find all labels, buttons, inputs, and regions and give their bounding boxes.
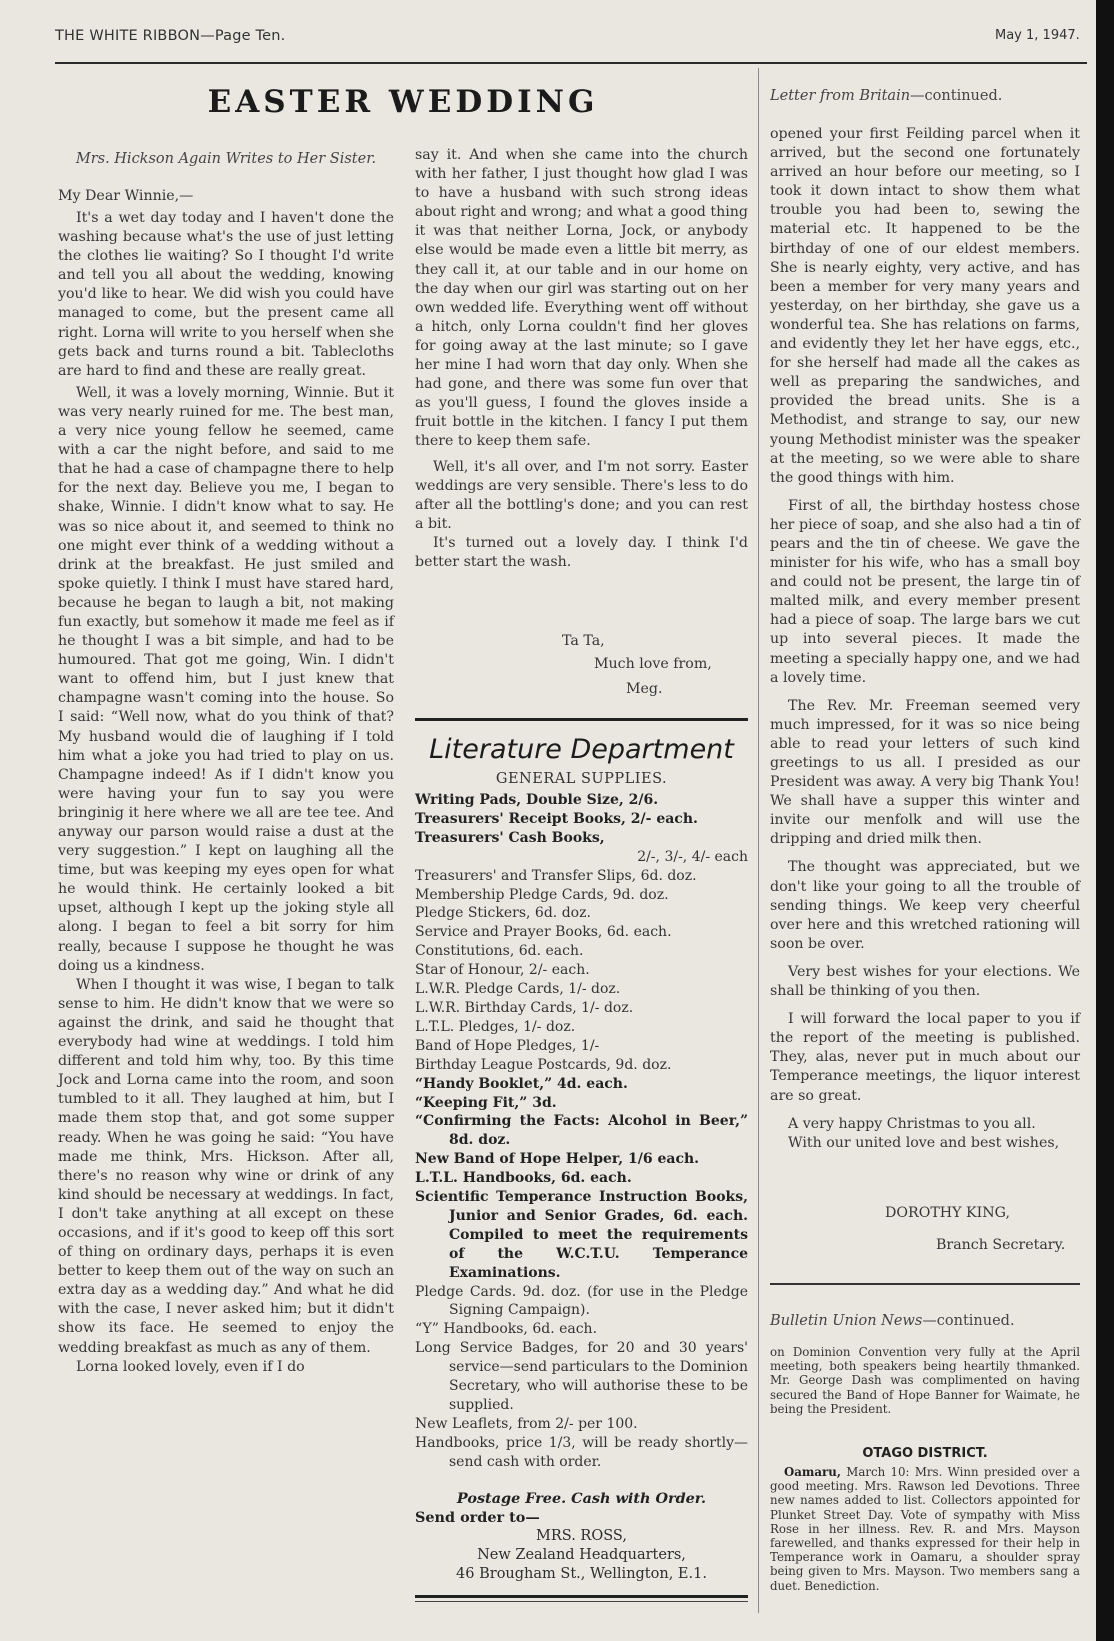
letter-signature: DOROTHY KING, <box>885 1205 1010 1221</box>
supply-item: Handbooks, price 1/3, will be ready shortly—send cash with order. <box>415 1434 748 1470</box>
article-subtitle: Mrs. Hickson Again Writes to Her Sister. <box>75 151 377 167</box>
article-paragraph: It's turned out a lovely day. I think I'd better start the wash. <box>415 534 748 570</box>
letter-continued-heading: Letter from Britain—continued. <box>770 88 1003 104</box>
section-rule <box>415 718 748 721</box>
district-paragraph <box>770 1465 1080 1593</box>
supply-item: Constitutions, 6d. each. <box>415 943 584 960</box>
letter-paragraph: A very happy Christmas to you all. <box>788 1115 1036 1132</box>
supply-item: 2/-, 3/-, 4/- each <box>637 848 748 865</box>
literature-title: Literature Department <box>429 734 734 765</box>
order-address <box>415 1527 748 1585</box>
supply-item: Treasurers' and Transfer Slips, 6d. doz. <box>415 867 697 884</box>
salutation: My Dear Winnie,— <box>58 188 194 204</box>
article-paragraph: Well, it's all over, and I'm not sorry. Easter weddings are very sensible. There's less to do after all the bottling's done; and you can rest a bit. <box>415 458 748 532</box>
bulletin-paragraph: on Dominion Convention very fully at the April meeting, both speakers being heartily thmanked. Mr. George Dash was complimented on having secured the Band of Hope Banner for Waimate, he being the President. <box>770 1345 1080 1416</box>
section-rule <box>770 1283 1080 1285</box>
supply-item: Pledge Cards. 9d. doz. (for use in the Pledge Signing Campaign). <box>415 1283 748 1319</box>
header-rule <box>55 62 1087 64</box>
letter-paragraph: opened your first Feilding parcel when it arrived, but the second one fortunately arrived an hour before our meeting, so I took it down intact to show them what trouble you had been to, sewing the material etc. It happened to be the birthday of one of our eldest members. She is nearly eighty, very active, and has been a member for very many years and yesterday, on her birthday, she gave us a wonderful tea. She has relations on farms, and evidently they let her have eggs, etc., for she herself had made all the cakes as well as preparing the sandwiches, and provided the bread units. She is a Methodist, and strange to say, our new young Methodist minister was the speaker at the meeting, so we were able to share the good things with him. <box>770 126 1080 486</box>
address-line: New Zealand Headquarters, <box>477 1547 686 1564</box>
supplies-list <box>415 791 748 1472</box>
supply-item: New Band of Hope Helper, 1/6 each. <box>415 1151 700 1168</box>
closing-name: Meg. <box>626 681 663 697</box>
closing-love: Much love from, <box>594 656 712 672</box>
closing-ta-ta: Ta Ta, <box>562 633 605 649</box>
literature-subtitle: GENERAL SUPPLIES. <box>495 771 668 787</box>
bulletin-continued-heading: Bulletin Union News—continued. <box>770 1313 1015 1329</box>
letter-paragraph: The thought was appreciated, but we don't like your going to all the trouble of sending things. We keep very cheerful over here and this wretched rationing will soon be over. <box>770 859 1080 952</box>
supply-item: Service and Prayer Books, 6d. each. <box>415 924 672 941</box>
article-paragraph: Well, it was a lovely morning, Winnie. But it was very nearly ruined for me. The best man, a very nice young fellow he seemed, came with a car the night before, and said to me that he had a case of champagne there to help for the next day. Believe you me, I began to shake, Winnie. I didn't know what to say. He was so nice about it, and seemed to think no one might ever think of a wedding without a drink at the breakfast. He just smiled and spoke quietly. I think I must have stared hard, because he began to laugh a bit, not making fun exactly, but somehow it made me feel as if he thought I was a bit simple, and had to be humoured. That got me going, Win. I didn't want to offend him, but I just knew that champagne wasn't coming into the house. So I said: “Well now, what do you think of that? My husband would die of laughing if I told him what a joke you had tried to play on us. Champagne indeed! As if I didn't know you were having your fun to say you were bringinig it here where we all are tee tee. And anyway our parson would raise a dust at the very suggestion.” I kept on laughing all the time, but was keeping my eyes open for what he would think. He certainly looked a bit upset, although I kept up the joking style all along. I began to feel a bit sorry for him really, because I suppose he thought he was doing us a kindness. <box>58 384 394 974</box>
letter-paragraph: With our united love and best wishes, <box>788 1134 1060 1151</box>
supply-item: “Keeping Fit,” 3d. <box>415 1094 557 1111</box>
send-order-label: Send order to— <box>415 1509 540 1526</box>
district-report <box>770 1465 1080 1593</box>
supply-item: Long Service Badges, for 20 and 30 years' service—send particulars to the Dominion Secretary, who will authorise these to be supplied. <box>415 1340 748 1413</box>
supply-item: New Leaflets, from 2/- per 100. <box>415 1415 638 1432</box>
article-column-1 <box>58 209 394 1377</box>
supply-item: “Handy Booklet,” 4d. each. <box>415 1075 628 1092</box>
postage-note: Postage Free. Cash with Order. <box>456 1490 707 1507</box>
letter-signature-title: Branch Secretary. <box>936 1237 1066 1253</box>
supply-item: Pledge Stickers, 6d. doz. <box>415 905 591 922</box>
supply-item: Band of Hope Pledges, 1/- <box>415 1037 600 1054</box>
supply-item: L.W.R. Pledge Cards, 1/- doz. <box>415 981 621 998</box>
supply-item: L.T.L. Handbooks, 6d. each. <box>415 1170 632 1187</box>
supply-item: “Y” Handbooks, 6d. each. <box>415 1321 598 1338</box>
address-line: MRS. ROSS, <box>536 1528 627 1544</box>
running-header: THE WHITE RIBBON—Page Ten. <box>55 28 286 44</box>
supply-item: Star of Honour, 2/- each. <box>415 962 590 979</box>
section-rule <box>415 1595 748 1598</box>
article-title: EASTER WEDDING <box>207 84 599 120</box>
supply-item: Scientific Temperance Instruction Books, Junior and Senior Grades, 6d. each. Compiled to meet the requirements of the W.C.T.U. Temperance Examinations. <box>415 1189 748 1281</box>
letter-paragraph: First of all, the birthday hostess chose her piece of soap, and she also had a tin of pears and the tin of cheese. We gave the minister for his wife, who has a small boy and could not be present, the large tin of malted milk, and every member present had a piece of soap. The large bars we cut up into several pieces. It made the meeting a specially happy one, and we had a lovely time. <box>770 497 1080 686</box>
supply-item: Birthday League Postcards, 9d. doz. <box>415 1056 672 1073</box>
article-paragraph: say it. And when she came into the church with her father, I just thought how glad I was to have a husband with such strong ideas about right and wrong; and what a good thing it was that neither Lorna, Jock, or anybody else would be made even a little bit merry, as they call it, at our table and in our home on the day when our girl was starting out on her own wedded life. Everything went off without a hitch, only Lorna couldn't find her gloves for going away at the last minute; so I gave her mine I had worn that day only. When she had gone, and there was some fun over that as you'll guess, I found the gloves inside a fruit bottle in the kitchen. I fancy I put them there to keep them safe. <box>415 147 748 450</box>
article-column-2 <box>415 146 748 572</box>
article-paragraph: When I thought it was wise, I began to talk sense to him. He didn't know that we were so against the drink, and said he thought that everybody had wine at weddings. I told him different and told him why, too. By this time Jock and Lorna came into the room, and soon tumbled to it all. They laughed at him, but I made them stop that, and got some supper ready. When he was going he said: “You have made me think, Mrs. Hickson. After all, there's no reason why wine or drink of any kind should be necessary at weddings. In fact, I don't take anything at all except on these occasions, and if it's good to keep off this sort of thing on ordinary days, perhaps it is even better to keep them out of the way on such an extra day as a wedding day.” And what he did with the case, I never asked him; but it didn't show its face. He seemed to enjoy the wedding breakfast as much as any of them. <box>58 976 394 1356</box>
district-place: Oamaru, <box>784 1465 841 1479</box>
supply-item: Writing Pads, Double Size, 2/6. <box>415 792 659 808</box>
supply-item: Membership Pledge Cards, 9d. doz. <box>415 886 669 903</box>
letter-column <box>770 125 1080 1153</box>
order-instructions <box>415 1489 748 1527</box>
article-paragraph: It's a wet day today and I haven't done the washing because what's the use of just letting the clothes lie waiting? So I thought I'd write and tell you all about the wedding, knowing you'd like to hear. We did wish you could have managed to come, but the present came all right. Lorna will write to you herself when she gets back and turns round a bit. Tablecloths are hard to find and these are really great. <box>58 210 394 379</box>
letter-paragraph: I will forward the local paper to you if the report of the meeting is published. They, alas, never put in much about our Temperance meetings, the liquor interest are so great. <box>770 1011 1080 1104</box>
issue-date: May 1, 1947. <box>995 28 1080 43</box>
supply-item: Treasurers' Cash Books, <box>415 829 605 846</box>
scan-edge <box>1096 0 1114 1641</box>
letter-paragraph: The Rev. Mr. Freeman seemed very much impressed, for it was so nice being able to read your letters of such kind greetings to us all. I presided as our President was away. A very big Thank You! We shall have a supper this winter and invite our menfolk and will use the dripping and dried milk then. <box>770 697 1080 848</box>
column-divider <box>758 68 759 1613</box>
supply-item: L.W.R. Birthday Cards, 1/- doz. <box>415 999 634 1016</box>
district-heading: OTAGO DISTRICT. <box>862 1446 988 1461</box>
bulletin-text <box>770 1345 1080 1416</box>
article-paragraph: Lorna looked lovely, even if I do <box>76 1358 305 1375</box>
district-report-text: March 10: Mrs. Winn presided over a good meeting. Mrs. Rawson led Devotions. Three new names added to list. Collectors appointed for Plunket Street Day. Vote of sympathy with Miss Rose in her illness. Rev. R. and Mrs. Mayson farewelled, and thanks expressed for their help in Temperance work in Oamaru, a shoulder spray being given to Mrs. Mayson. Two members sang a duet. Benediction. <box>770 1465 1080 1593</box>
supply-item: “Confirming the Facts: Alcohol in Beer,” 8d. doz. <box>415 1113 748 1149</box>
section-rule-thin <box>415 1601 748 1602</box>
letter-paragraph: Very best wishes for your elections. We shall be thinking of you then. <box>770 963 1080 1000</box>
supply-item: Treasurers' Receipt Books, 2/- each. <box>415 810 698 827</box>
supply-item: L.T.L. Pledges, 1/- doz. <box>415 1018 576 1035</box>
address-line: 46 Brougham St., Wellington, E.1. <box>456 1566 707 1583</box>
